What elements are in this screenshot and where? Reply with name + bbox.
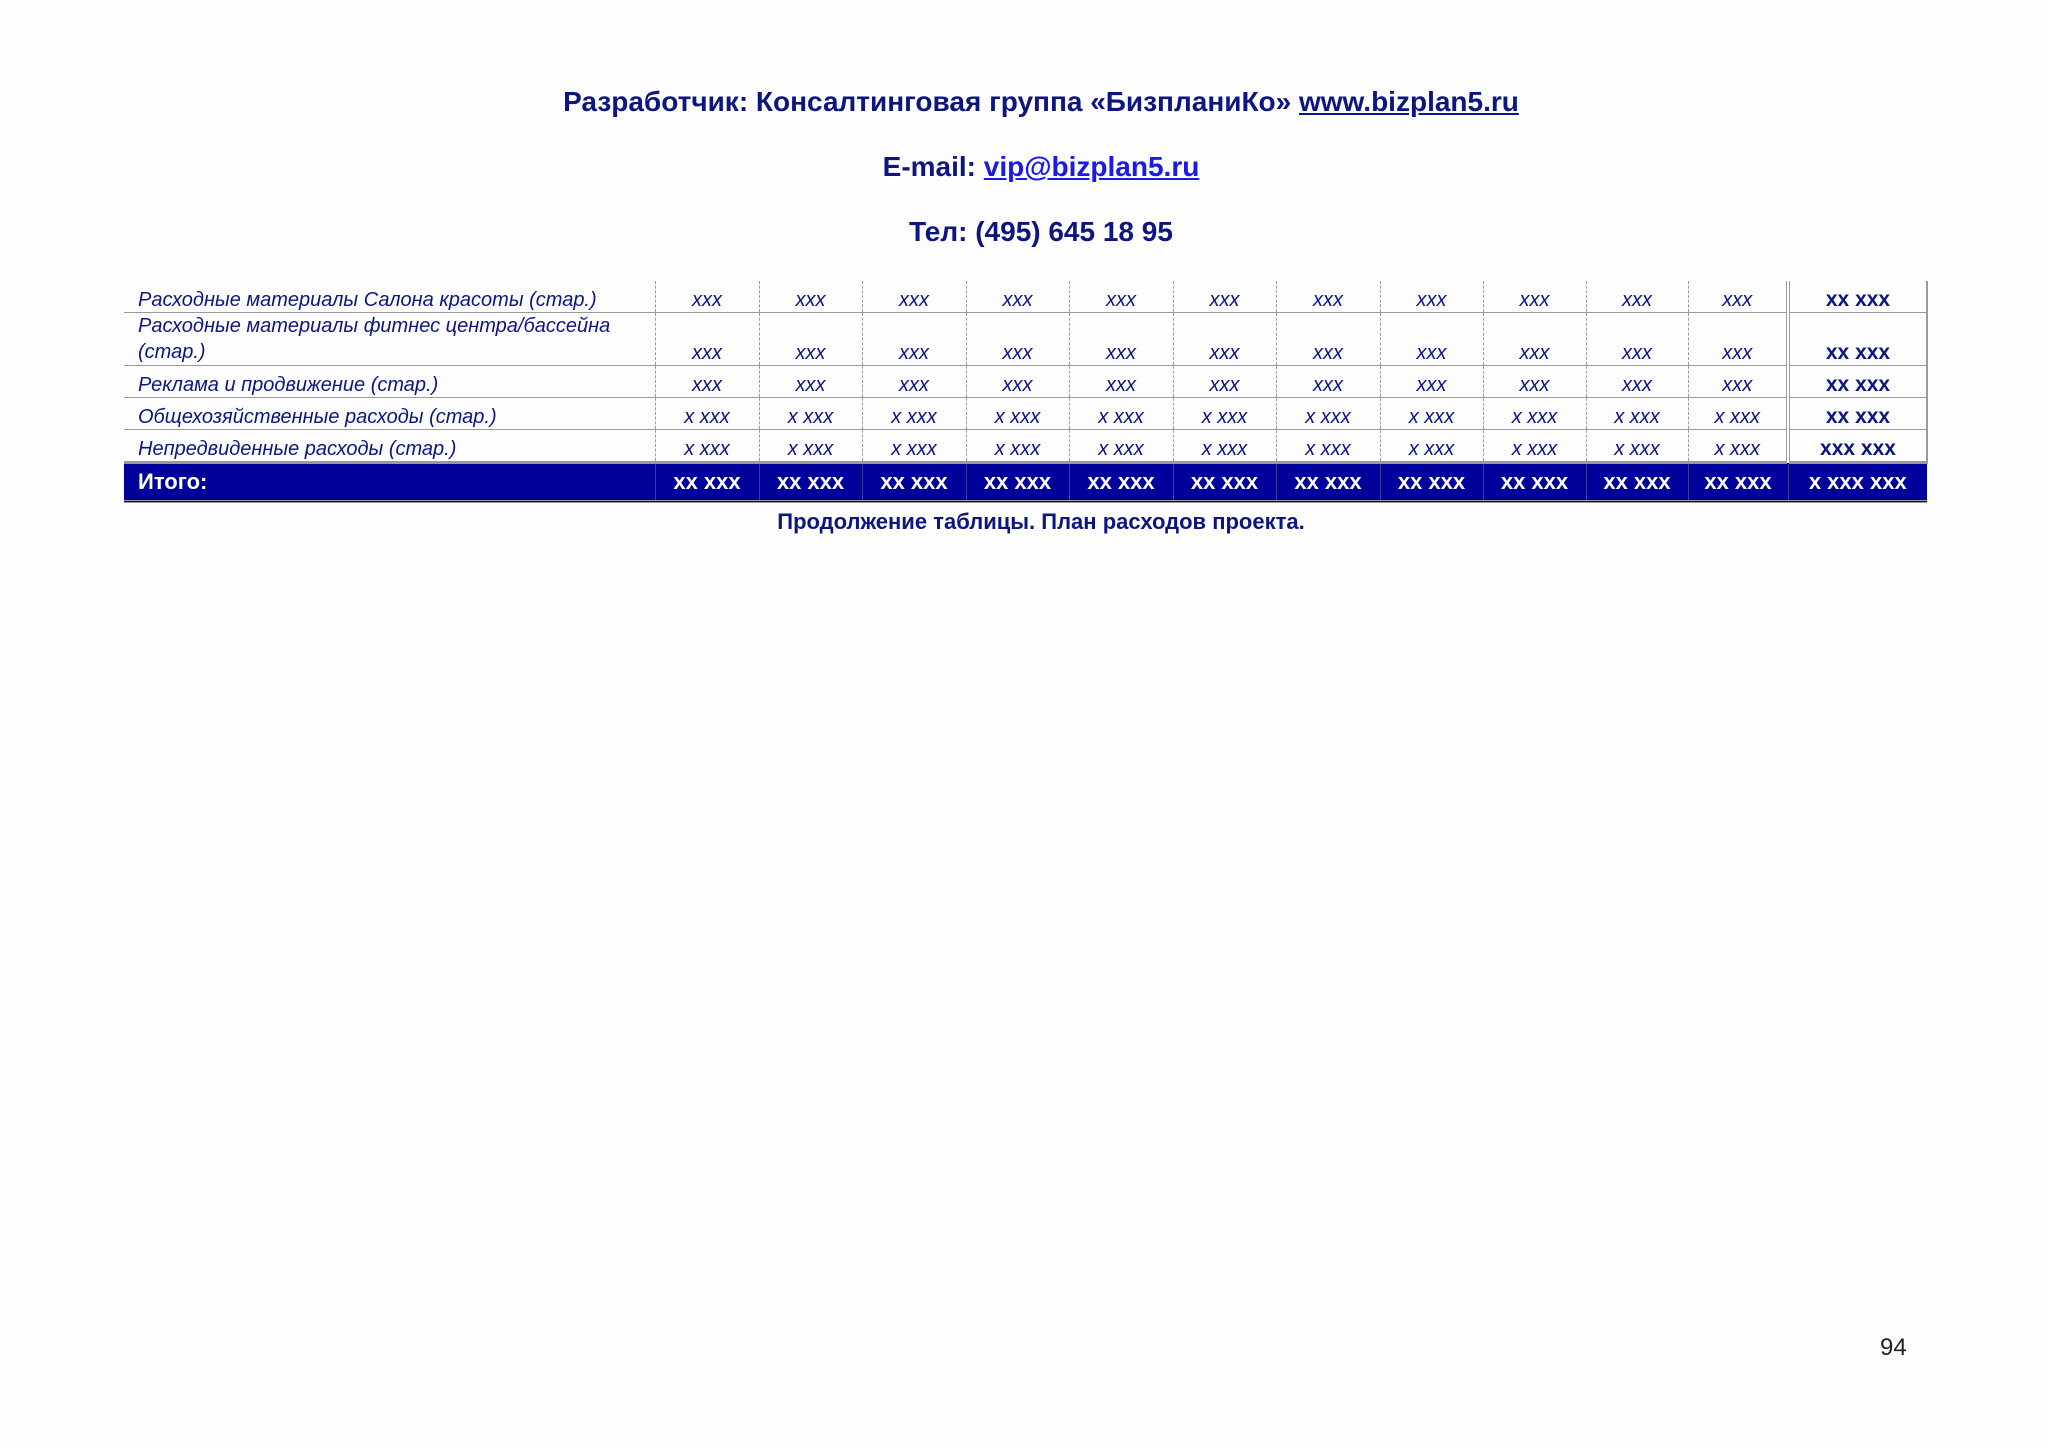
month-value-cell: x xxx [1173,430,1276,463]
month-value-cell: x xxx [759,398,862,430]
month-value-cell: xxx [655,366,759,398]
month-value-cell: xxx [1483,366,1586,398]
month-value-cell: xxx [1173,281,1276,313]
row-label: Расходные материалы фитнес центра/бассейна (стар.) [124,313,655,366]
row-total-cell: xx xxx [1788,313,1927,366]
month-value-cell: x xxx [1173,398,1276,430]
expense-plan-table [124,281,1928,503]
row-label: Непредвиденные расходы (стар.) [124,430,655,463]
summary-value-cell: xx xxx [1483,463,1586,502]
month-value-cell: x xxx [1069,430,1173,463]
month-value-cell: xxx [655,313,759,366]
month-value-cell: x xxx [1586,430,1688,463]
month-value-cell: xxx [1173,313,1276,366]
summary-value-cell: xx xxx [1276,463,1380,502]
month-value-cell: x xxx [1688,398,1788,430]
month-value-cell: xxx [1380,281,1483,313]
row-total-cell: xx xxx [1788,398,1927,430]
month-value-cell: x xxx [1276,398,1380,430]
email-link[interactable]: vip@bizplan5.ru [983,151,1200,182]
month-value-cell: xxx [759,366,862,398]
page-number: 94 [1880,1334,1907,1361]
table-row [124,430,1927,463]
month-value-cell: xxx [966,281,1069,313]
summary-value-cell: xx xxx [1069,463,1173,502]
summary-value-cell: xx xxx [862,463,966,502]
month-value-cell: xxx [1173,366,1276,398]
month-value-cell: xxx [862,313,966,366]
month-value-cell: x xxx [655,430,759,463]
month-value-cell: x xxx [966,430,1069,463]
month-value-cell: xxx [1586,366,1688,398]
grand-total-cell: x xxx xxx [1788,463,1927,502]
month-value-cell: x xxx [1586,398,1688,430]
month-value-cell: xxx [862,366,966,398]
month-value-cell: x xxx [1688,430,1788,463]
month-value-cell: xxx [1688,281,1788,313]
email-line [0,151,2048,183]
table-row [124,281,1927,313]
summary-value-cell: xx xxx [1173,463,1276,502]
row-label: Реклама и продвижение (стар.) [124,366,655,398]
table-row [124,366,1927,398]
month-value-cell: xxx [759,281,862,313]
month-value-cell: x xxx [759,430,862,463]
month-value-cell: x xxx [1276,430,1380,463]
month-value-cell: xxx [1688,366,1788,398]
month-value-cell: xxx [862,281,966,313]
developer-line [0,86,2048,118]
row-total-cell: xxx xxx [1788,430,1927,463]
month-value-cell: x xxx [655,398,759,430]
summary-value-cell: xx xxx [655,463,759,502]
summary-row [124,463,1927,502]
month-value-cell: xxx [1586,313,1688,366]
summary-label: Итого: [124,463,655,502]
month-value-cell: xxx [966,366,1069,398]
month-value-cell: x xxx [1483,430,1586,463]
phone-line: Тел: (495) 645 18 95 [909,216,1173,247]
month-value-cell: xxx [1276,366,1380,398]
month-value-cell: x xxx [966,398,1069,430]
table-row [124,398,1927,430]
summary-value-cell: xx xxx [1380,463,1483,502]
summary-value-cell: xx xxx [1586,463,1688,502]
month-value-cell: x xxx [1380,398,1483,430]
month-value-cell: xxx [1276,281,1380,313]
month-value-cell: xxx [1276,313,1380,366]
month-value-cell: xxx [1380,366,1483,398]
month-value-cell: xxx [1688,313,1788,366]
month-value-cell: xxx [1069,281,1173,313]
month-value-cell: xxx [966,313,1069,366]
month-value-cell: xxx [1380,313,1483,366]
month-value-cell: xxx [1069,366,1173,398]
row-total-cell: xx xxx [1788,281,1927,313]
month-value-cell: xxx [759,313,862,366]
month-value-cell: xxx [1483,313,1586,366]
row-label: Расходные материалы Салона красоты (стар.) [124,281,655,313]
month-value-cell: xxx [1483,281,1586,313]
email-label: E-mail: [882,151,976,182]
row-label: Общехозяйственные расходы (стар.) [124,398,655,430]
summary-value-cell: xx xxx [1688,463,1788,502]
month-value-cell: xxx [655,281,759,313]
table-row [124,313,1927,366]
month-value-cell: x xxx [1380,430,1483,463]
month-value-cell: xxx [1586,281,1688,313]
month-value-cell: x xxx [1069,398,1173,430]
table-caption: Продолжение таблицы. План расходов проекта. [777,509,1305,534]
summary-value-cell: xx xxx [966,463,1069,502]
summary-value-cell: xx xxx [759,463,862,502]
site-link[interactable]: www.bizplan5.ru [1299,86,1519,117]
month-value-cell: xxx [1069,313,1173,366]
month-value-cell: x xxx [1483,398,1586,430]
month-value-cell: x xxx [862,430,966,463]
month-value-cell: x xxx [862,398,966,430]
row-total-cell: xx xxx [1788,366,1927,398]
developer-text: Разработчик: Консалтинговая группа «БизпланиКо» [563,86,1292,117]
